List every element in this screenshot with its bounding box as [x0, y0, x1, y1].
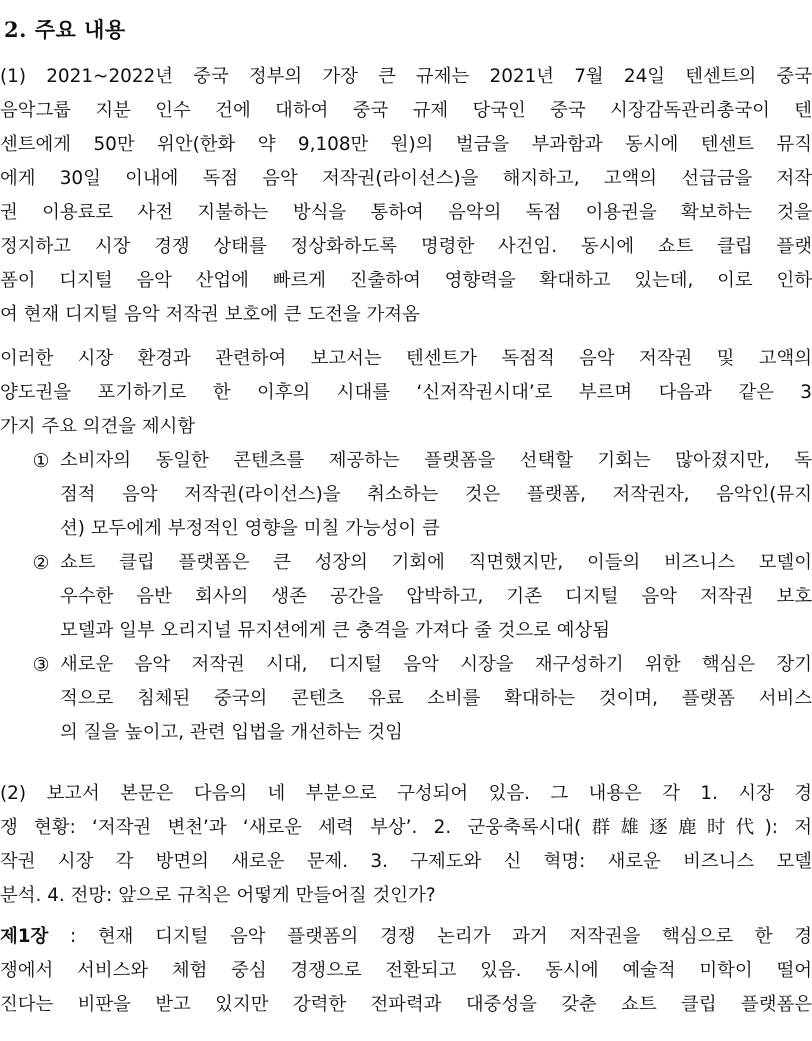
paragraph-line: 작권 시장 각 방면의 새로운 문제. 3. 구제도와 신 혁명: 새로운 비즈니스 모델 [0, 851, 812, 872]
list-item-line: 새로운 음악 저작권 시대, 디지털 음악 시장을 재구성하기 위한 핵심은 장기 [60, 654, 812, 675]
list-item-line: 우수한 음반 회사의 생존 공간을 압박하고, 기존 디지털 음악 저작권 보호 [60, 586, 812, 607]
chapter-label: 제1장 [0, 926, 49, 947]
paragraph-line: 에게 30일 이내에 독점 음악 저작권(라이선스)을 해지하고, 고액의 선급금을 저작 [0, 168, 812, 189]
list-item-line: 쇼트 클립 플랫폼은 큰 성장의 기회에 직면했지만, 이들의 비즈니스 모델이 [60, 552, 812, 573]
paragraph-line: 쟁에서 서비스와 체험 중심 경쟁으로 전환되고 있음. 동시에 예술적 미학이 떨어 [0, 960, 812, 981]
paragraph-line: 센트에게 50만 위안(한화 약 9,108만 원)의 벌금을 부과함과 동시에 텐센트 뮤직 [0, 134, 812, 155]
paragraph-line: 이러한 시장 환경과 관련하여 보고서는 텐센트가 독점적 음악 저작권 및 고액의 [0, 348, 812, 369]
list-item-line: 점적 음악 저작권(라이선스)을 취소하는 것은 플랫폼, 저작권자, 음악인(뮤지 [60, 484, 812, 505]
chapter-first-line [0, 920, 812, 954]
paragraph-line: 분석. 4. 전망: 앞으로 규칙은 어떻게 만들어질 것인가? [0, 885, 436, 906]
paragraph-line: 쟁 현황: ‘저작권 변천’과 ‘새로운 세력 부상’. 2. 군웅축록시대(群雄逐鹿时代): 저 [0, 817, 812, 838]
paragraph-line: 권 이용료로 사전 지불하는 방식을 통하여 음악의 독점 이용권을 확보하는 것을 [0, 202, 812, 223]
paragraph-line: 가지 주요 의견을 제시함 [0, 416, 196, 437]
paragraph-line: 진다는 비판을 받고 있지만 강력한 전파력과 대중성을 갖춘 쇼트 클립 플랫폼은 [0, 994, 812, 1015]
list-item-line: 모델과 일부 오리지널 뮤지션에게 큰 충격을 가져다 줄 것으로 예상됨 [60, 620, 611, 641]
paragraph-line: 양도권을 포기하기로 한 이후의 시대를 ‘신저작권시대’로 부르며 다음과 같은 3 [0, 382, 812, 403]
paragraph-line: 음악그룹 지분 인수 건에 대하여 중국 규제 당국인 중국 시장감독관리총국이 텐 [0, 100, 812, 121]
chapter-text: : 현재 디지털 음악 플랫폼의 경쟁 논리가 과거 저작권을 핵심으로 한 경 [48, 926, 812, 947]
paragraph-line: 폼이 디지털 음악 산업에 빠르게 진출하여 영향력을 확대하고 있는데, 이로 인하 [0, 270, 812, 291]
list-item-line: 션) 모두에게 부정적인 영향을 미칠 가능성이 큼 [60, 518, 440, 539]
list-marker: ③ [32, 654, 50, 676]
section-heading: 2. 주요 내용 [4, 17, 126, 42]
paragraph-line: 정지하고 시장 경쟁 상태를 정상화하도록 명령한 사건임. 동시에 쇼트 클립 플랫 [0, 236, 812, 257]
list-item-line: 적으로 침체된 중국의 콘텐츠 유료 소비를 확대하는 것이며, 플랫폼 서비스 [60, 688, 812, 709]
list-marker: ② [32, 552, 50, 574]
list-item-line: 의 질을 높이고, 관련 입법을 개선하는 것임 [60, 722, 403, 743]
paragraph-line: 여 현재 디지털 음악 저작권 보호에 큰 도전을 가져옴 [0, 304, 420, 325]
list-marker: ① [32, 450, 50, 472]
paragraph-line: (1) 2021~2022년 중국 정부의 가장 큰 규제는 2021년 7월 24일 텐센트의 중국 [0, 66, 812, 87]
list-item-line: 소비자의 동일한 콘텐츠를 제공하는 플랫폼을 선택할 기회는 많아졌지만, 독 [60, 450, 812, 471]
paragraph-line: (2) 보고서 본문은 다음의 네 부분으로 구성되어 있음. 그 내용은 각 1. 시장 경 [0, 783, 812, 804]
